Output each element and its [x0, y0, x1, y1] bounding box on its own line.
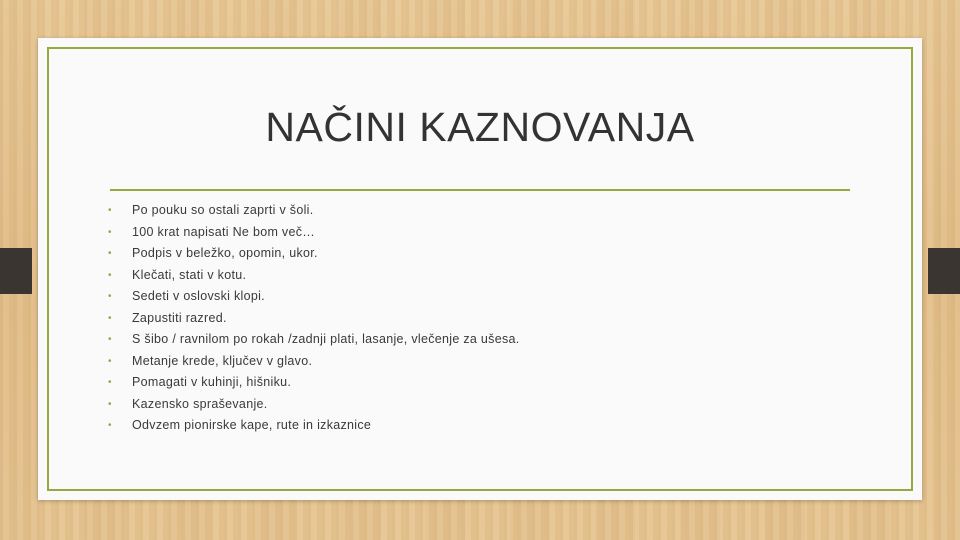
- bullet-icon: •: [108, 312, 112, 324]
- list-item-text: Kazensko spraševanje.: [132, 396, 268, 411]
- bullet-icon: •: [108, 248, 112, 259]
- list-item-text: Metanje krede, ključev v glavo.: [132, 353, 313, 368]
- bullet-icon: •: [108, 291, 112, 302]
- list-item: [108, 394, 520, 416]
- list-item-text: Odvzem pionirske kape, rute in izkaznice: [132, 418, 372, 432]
- list-item: [108, 415, 520, 437]
- list-item-text: 100 krat napisati Ne bom več…: [132, 224, 316, 239]
- slide-title: NAČINI KAZNOVANJA: [265, 104, 695, 150]
- list-item: [108, 372, 520, 394]
- list-item-text: Sedeti v oslovski klopi.: [132, 289, 265, 303]
- list-item-text: S šibo / ravnilom po rokah /zadnji plati, lasanje, vlečenje za ušesa.: [132, 332, 520, 346]
- list-item-text: Klečati, stati v kotu.: [132, 267, 247, 282]
- bullet-icon: •: [108, 377, 112, 388]
- list-item: [108, 243, 520, 265]
- bullet-icon: •: [108, 226, 112, 238]
- list-item: [108, 351, 520, 373]
- list-item: [108, 286, 520, 308]
- list-item: [108, 222, 520, 244]
- list-item-text: Zapustiti razred.: [132, 310, 227, 325]
- list-item-text: Podpis v beležko, opomin, ukor.: [132, 246, 318, 260]
- list-item: [108, 308, 520, 330]
- bullet-icon: •: [108, 420, 112, 431]
- list-item: [108, 265, 520, 287]
- list-item-text: Pomagati v kuhinji, hišniku.: [132, 375, 292, 389]
- bullet-list: [108, 200, 520, 437]
- left-edge-tab: [0, 248, 32, 294]
- slide-canvas: [38, 38, 922, 500]
- bullet-icon: •: [108, 269, 112, 281]
- list-item: [108, 200, 520, 222]
- right-edge-tab: [928, 248, 960, 294]
- bullet-icon: •: [108, 355, 112, 367]
- bullet-icon: •: [108, 205, 112, 216]
- list-item-text: Po pouku so ostali zaprti v šoli.: [132, 203, 314, 217]
- bullet-icon: •: [108, 398, 112, 410]
- title-divider: [110, 189, 850, 191]
- list-item: [108, 329, 520, 351]
- bullet-icon: •: [108, 334, 112, 345]
